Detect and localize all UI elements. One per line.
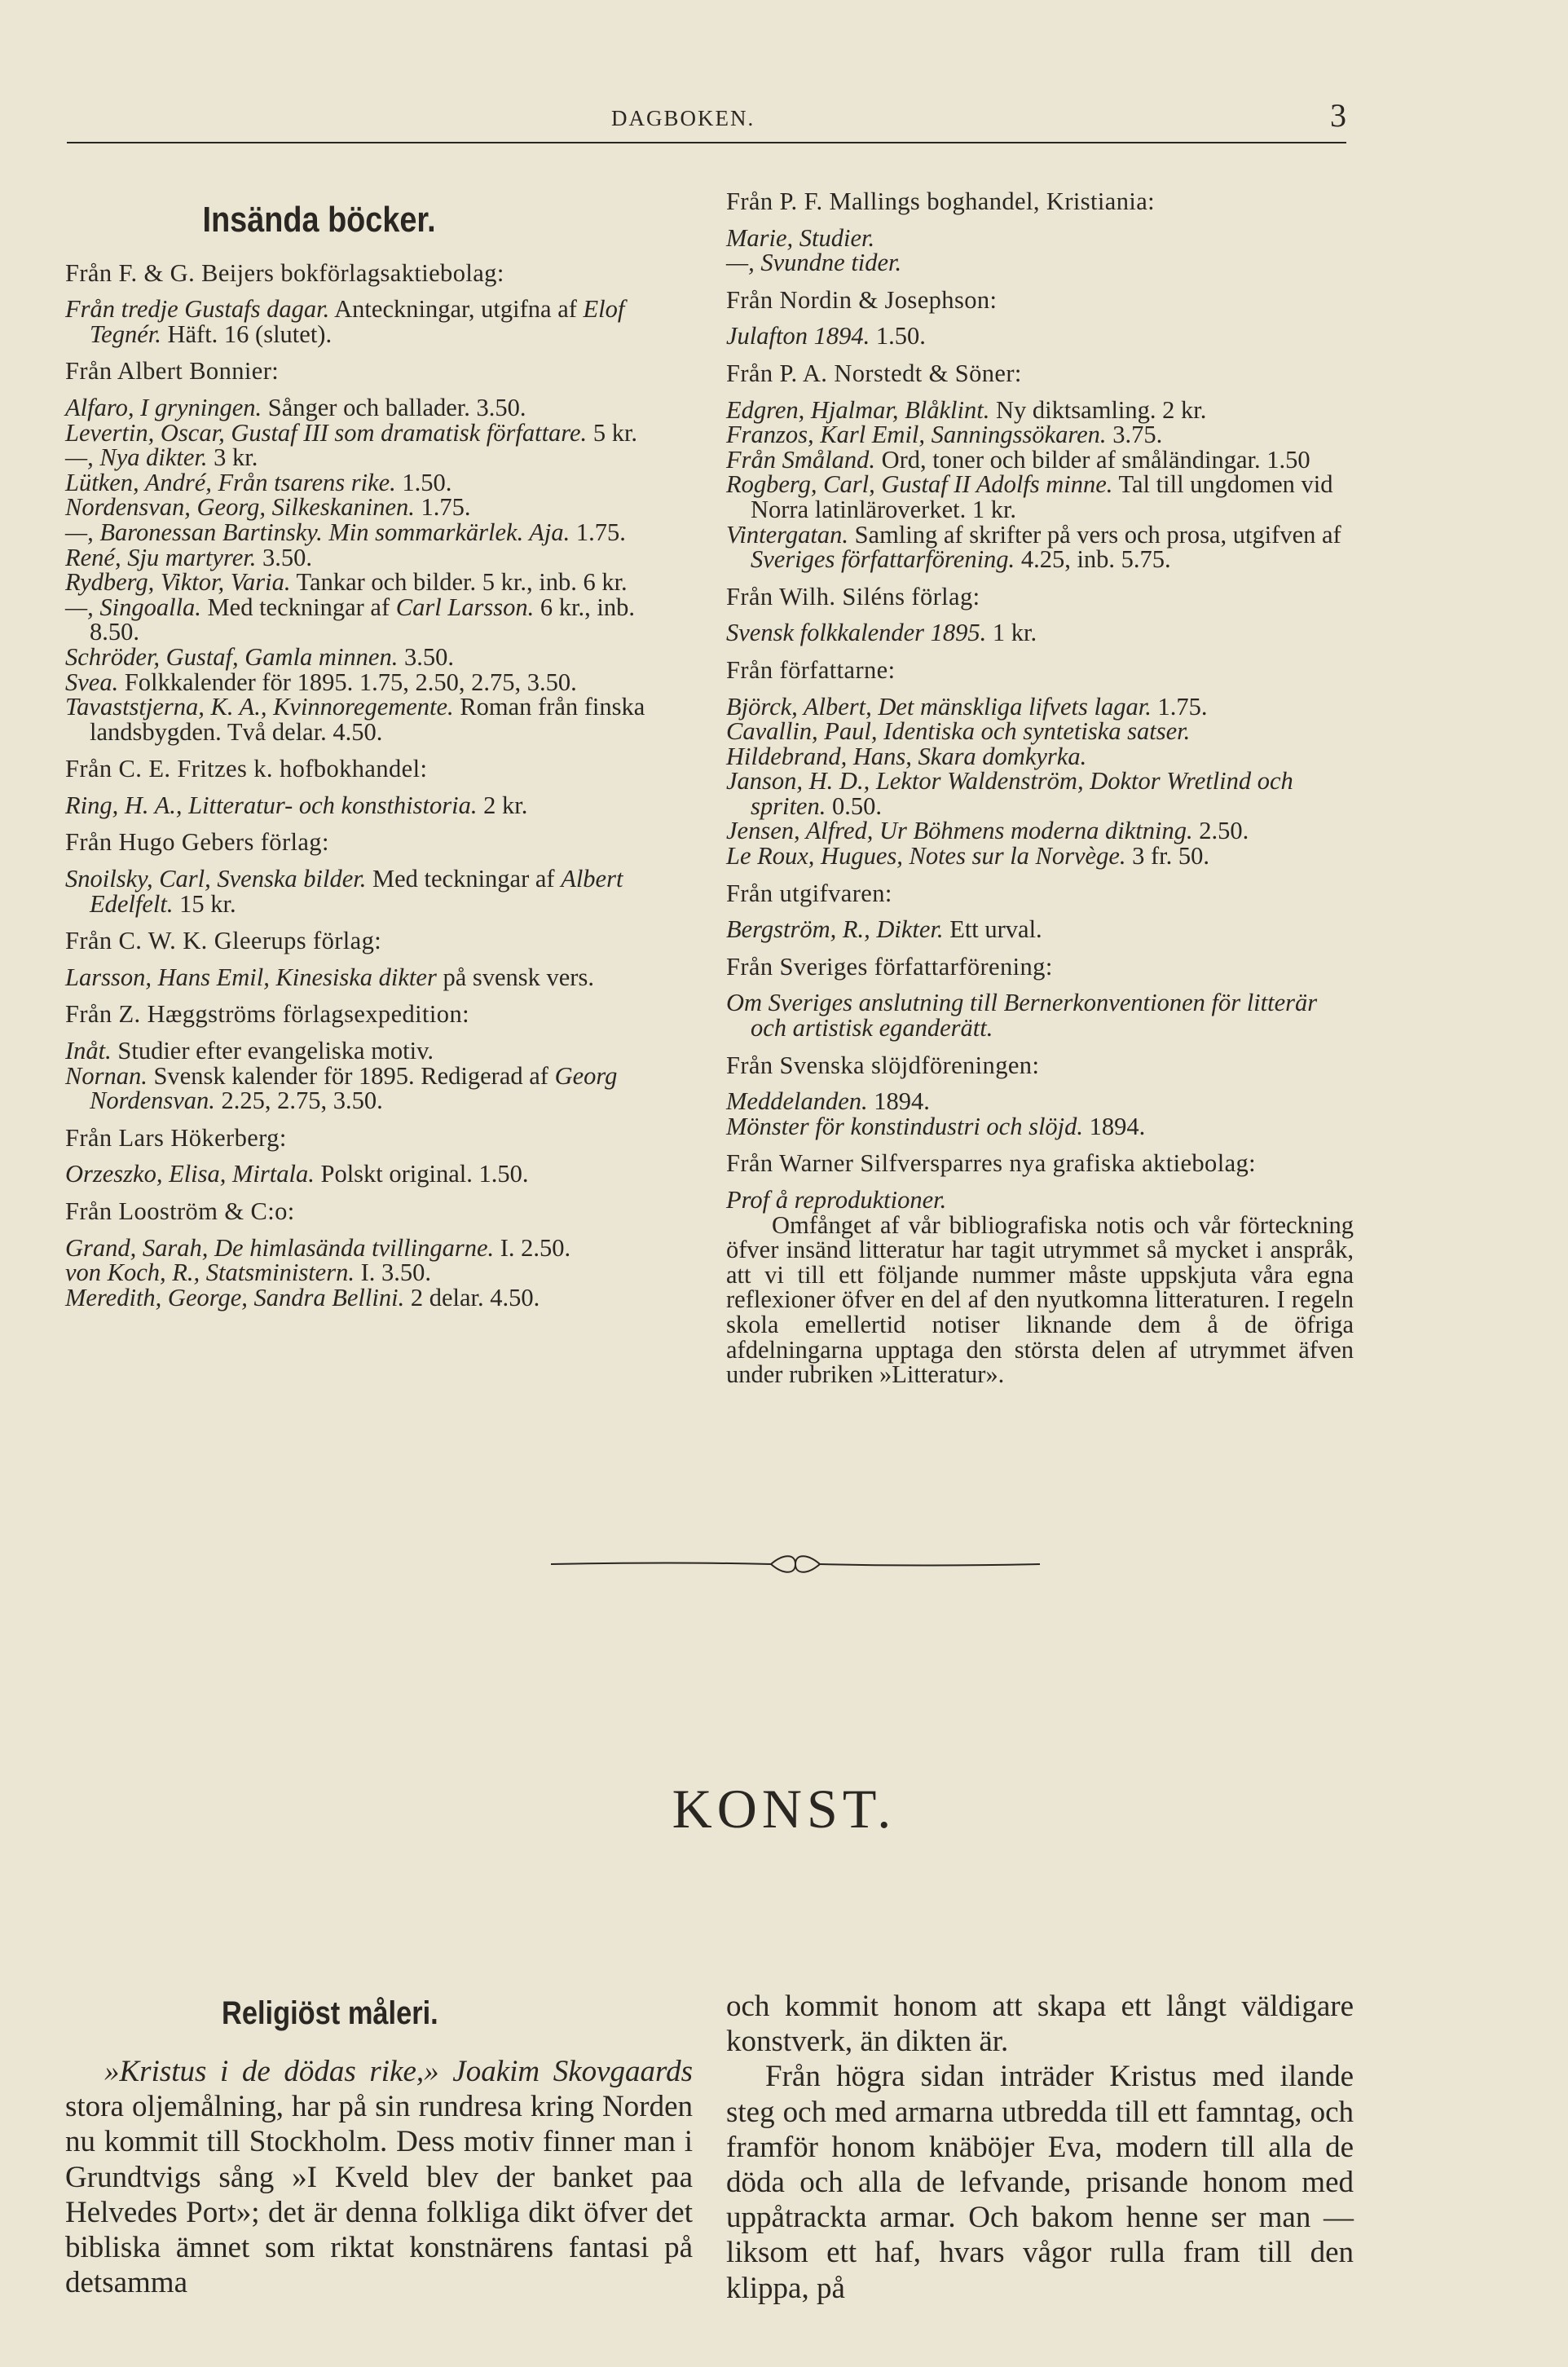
book-entry xyxy=(726,694,1354,720)
book-entry xyxy=(65,1285,689,1311)
book-title: Om Sveriges anslutning till Bernerkonventionen för litterär och artistisk eganderätt. xyxy=(726,989,1318,1042)
book-entry xyxy=(65,297,689,346)
book-title: Elof Tegnér. xyxy=(90,295,625,348)
book-title: Alfaro, I gryningen. xyxy=(65,393,262,421)
book-details: på svensk vers. xyxy=(436,963,594,991)
book-title: Lütken, André, Från tsarens rike. xyxy=(65,468,396,496)
book-title: Från tredje Gustafs dagar. xyxy=(65,295,330,324)
book-entry xyxy=(65,1038,689,1064)
publisher-source: Från F. & G. Beijers bokförlagsaktiebolag: xyxy=(65,258,504,287)
section-title-konst: KONST. xyxy=(672,1778,896,1840)
book-entry xyxy=(726,472,1354,522)
book-entry xyxy=(726,917,1354,942)
book-title: Björck, Albert, Det mänskliga lifvets lagar. xyxy=(726,692,1152,721)
book-details: 2 kr. xyxy=(477,791,528,819)
book-entry xyxy=(726,1114,1354,1139)
book-entry xyxy=(65,570,689,595)
book-entry xyxy=(65,520,689,545)
section-heading-insanda: Insända böcker. xyxy=(202,200,436,240)
book-entry xyxy=(726,990,1354,1040)
book-title: Julafton 1894. xyxy=(726,322,870,350)
book-entry xyxy=(726,818,1354,844)
ornament-divider xyxy=(551,1554,1040,1575)
book-entry xyxy=(726,620,1354,646)
book-title: Albert Edelfelt. xyxy=(90,865,623,918)
book-entry xyxy=(65,670,689,695)
book-entry xyxy=(65,595,689,645)
book-entry xyxy=(65,694,689,744)
book-entry xyxy=(65,495,689,520)
book-details: Med teckningar af xyxy=(200,593,396,621)
book-title: Bergström, R., Dikter. xyxy=(726,915,944,944)
book-title: —, Baronessan Bartinsky. Min sommarkärlek. Aja. xyxy=(65,518,570,546)
editorial-notice: Omfånget af vår bibliografiska notis och vår förteckning öfver insänd litteratur har tagit utrymmet så mycket i anspråk, att vi till ett följande nummer måste uppskjuta våra egna reflexioner öfver en del af den nyutkomna litteraturen. I regeln skola emellertid notiser liknande dem å de öfriga afdelningarna upptaga den största delen af utrymmet äfven under rubriken »Litteratur». xyxy=(726,1210,1354,1389)
article-right-column xyxy=(726,1989,1354,2306)
publisher-source: Från C. W. K. Gleerups förlag: xyxy=(65,927,382,955)
publisher-source: Från P. A. Norstedt & Söner: xyxy=(726,359,1022,387)
publisher-source: Från Lars Hökerberg: xyxy=(65,1123,287,1152)
book-title: Inåt. xyxy=(65,1037,112,1065)
article-left-column xyxy=(65,2054,693,2300)
book-entry xyxy=(726,769,1354,818)
book-title: René, Sju martyrer. xyxy=(65,543,257,571)
book-details: Folkkalender för 1895. 1.75, 2.50, 2.75, 3.50. xyxy=(118,668,577,696)
left-column xyxy=(65,200,689,1311)
book-title: Tavaststjerna, K. A., Kvinnoregemente. xyxy=(65,693,454,721)
book-entry xyxy=(65,1233,689,1262)
book-title: Marie, Studier. xyxy=(726,223,875,252)
book-title: —, Svundne tider. xyxy=(726,249,902,277)
book-entry xyxy=(65,866,689,916)
book-entry xyxy=(726,719,1354,744)
book-title: Snoilsky, Carl, Svenska bilder. xyxy=(65,865,367,893)
book-entry xyxy=(726,395,1354,424)
publisher-source: Från Hugo Gebers förlag: xyxy=(65,828,329,857)
book-title: Rydberg, Viktor, Varia. xyxy=(65,568,291,597)
book-title: Georg Nordensvan. xyxy=(90,1061,618,1115)
book-details: 3 fr. 50. xyxy=(1125,842,1210,871)
book-title: von Koch, R., Statsministern. xyxy=(65,1258,355,1287)
book-title: Nordensvan, Georg, Silkeskaninen. xyxy=(65,493,415,522)
book-details: 2 delar. 4.50. xyxy=(404,1283,540,1311)
book-title: Svensk folkkalender 1895. xyxy=(726,619,987,647)
book-details: 1.75. xyxy=(570,518,626,546)
book-details: 1.50. xyxy=(395,468,452,496)
book-details: 3.50. xyxy=(398,642,454,671)
book-title: Svea. xyxy=(65,668,119,696)
book-title: Rogberg, Carl, Gustaf II Adolfs minne. xyxy=(726,470,1113,499)
book-entry xyxy=(65,1061,689,1115)
book-entry xyxy=(726,447,1354,473)
publisher-source: Från Svenska slöjdföreningen: xyxy=(726,1051,1040,1079)
publisher-source: Från Sveriges författarförening: xyxy=(726,952,1053,981)
book-details: Roman från finska landsbygden. Två delar. 4.50. xyxy=(90,693,645,746)
book-entry xyxy=(65,395,689,421)
book-details: Studier efter evangeliska motiv. xyxy=(111,1037,434,1065)
page-number: 3 xyxy=(1330,97,1346,134)
book-title: Franzos, Karl Emil, Sanningssökaren. xyxy=(726,421,1107,449)
book-entry xyxy=(65,1161,689,1187)
book-entry xyxy=(726,1188,1354,1213)
book-details: Tal till ungdomen vid Norra latinläroverket. 1 kr. xyxy=(751,470,1333,523)
book-details: 3.50. xyxy=(256,543,312,571)
book-title: Jensen, Alfred, Ur Böhmens moderna diktning. xyxy=(726,817,1193,845)
article-text: stora oljemålning, har på sin rundresa kring Norden nu kommit till Stockholm. Dess motiv finner man i Grundtvigs sång »I Kveld blev der banket paa Helvedes Port»; det är denna folkliga dikt öfver det bibliska ämnet som riktat konstnärens fantasi på detsamma xyxy=(65,2090,693,2300)
book-details: 2.25, 2.75, 3.50. xyxy=(214,1087,383,1115)
publisher-source: Från Warner Silfversparres nya grafiska aktiebolag: xyxy=(726,1149,1257,1178)
publisher-source: Från P. F. Mallings boghandel, Kristiania: xyxy=(726,187,1156,215)
book-title: Från Småland. xyxy=(726,445,875,474)
book-title: Nornan. xyxy=(65,1061,148,1090)
book-details: 1.75. xyxy=(1151,692,1208,721)
book-details: Med teckningar af xyxy=(366,865,562,893)
book-title: Carl Larsson. xyxy=(395,593,535,621)
book-title: Sveriges författarförening. xyxy=(751,545,1015,574)
book-entry xyxy=(65,470,689,496)
book-entry xyxy=(65,793,689,818)
book-title: Grand, Sarah, De himlasända tvillingarne. xyxy=(65,1233,495,1262)
book-title: Cavallin, Paul, Identiska och syntetiska satser. xyxy=(726,717,1191,746)
page-header xyxy=(67,96,1346,143)
book-title: Mönster för konstindustri och slöjd. xyxy=(726,1112,1084,1140)
book-details: 3.75. xyxy=(1106,421,1163,449)
book-entry xyxy=(65,545,689,571)
book-entry xyxy=(65,1260,689,1285)
article-paragraph-2: och kommit honom att skapa ett långt väldigare konstverk, än dikten är. xyxy=(726,1990,1354,2059)
book-entry xyxy=(726,1089,1354,1114)
book-details: 15 kr. xyxy=(173,889,236,918)
book-entry xyxy=(65,418,689,447)
book-entry xyxy=(65,965,689,990)
book-details: 4.25, inb. 5.75. xyxy=(1015,545,1171,574)
book-details: Sånger och ballader. 3.50. xyxy=(262,393,526,421)
book-details: Svensk kalender för 1895. Redigerad af xyxy=(147,1061,555,1090)
book-details: 6 kr., inb. 8.50. xyxy=(90,593,635,646)
book-details: Ett urval. xyxy=(943,915,1042,944)
book-entry xyxy=(726,223,1354,252)
book-details: Samling af skrifter på vers och prosa, utgifven af xyxy=(848,520,1341,549)
book-details: I. 3.50. xyxy=(354,1258,432,1287)
article-heading: Religiöst måleri. xyxy=(222,1995,438,2031)
book-title: Vintergatan. xyxy=(726,520,848,549)
book-title: Meddelanden. xyxy=(726,1087,868,1116)
book-details: 3 kr. xyxy=(207,443,258,472)
right-column xyxy=(726,189,1354,1387)
book-title: Le Roux, Hugues, Notes sur la Norvège. xyxy=(726,842,1126,871)
book-details: Tankar och bilder. 5 kr., inb. 6 kr. xyxy=(290,568,628,597)
book-details: 2.50. xyxy=(1192,817,1249,845)
book-title: Levertin, Oscar, Gustaf III som dramatisk författare. xyxy=(65,418,588,447)
book-entry xyxy=(726,744,1354,769)
book-title: —, Singoalla. xyxy=(65,593,201,621)
book-details: Ny diktsamling. 2 kr. xyxy=(989,395,1207,424)
publisher-source: Från Looström & C:o: xyxy=(65,1197,295,1225)
publisher-source: Från författarne: xyxy=(726,655,896,684)
running-title: DAGBOKEN. xyxy=(611,106,755,130)
publisher-source: Från Albert Bonnier: xyxy=(65,357,280,386)
book-details: 1.75. xyxy=(414,493,471,522)
right-book-list xyxy=(726,189,1354,1213)
book-title: Larsson, Hans Emil, Kinesiska dikter xyxy=(65,963,437,991)
book-entry xyxy=(726,522,1354,572)
book-title: Orzeszko, Elisa, Mirtala. xyxy=(65,1160,315,1188)
book-title: Meredith, George, Sandra Bellini. xyxy=(65,1283,405,1311)
book-details: Häft. 16 (slutet). xyxy=(161,320,333,348)
publisher-source: Från Z. Hæggströms förlagsexpedition: xyxy=(65,1000,469,1029)
book-entry xyxy=(65,445,689,470)
book-entry xyxy=(726,250,1354,275)
book-details: Polskt original. 1.50. xyxy=(314,1160,529,1188)
book-details: 0.50. xyxy=(826,791,882,820)
book-details: 1894. xyxy=(1083,1112,1146,1140)
publisher-source: Från Wilh. Siléns förlag: xyxy=(726,582,980,610)
book-title: Edgren, Hjalmar, Blåklint. xyxy=(726,395,990,424)
book-title: Prof å reproduktioner. xyxy=(726,1186,947,1214)
book-details: 1 kr. xyxy=(986,619,1037,647)
publisher-source: Från Nordin & Josephson: xyxy=(726,285,998,314)
book-title: Hildebrand, Hans, Skara domkyrka. xyxy=(726,742,1087,770)
book-title: —, Nya dikter. xyxy=(65,443,208,472)
book-details: Anteckningar, utgifna af xyxy=(329,295,584,324)
publisher-source: Från utgifvaren: xyxy=(726,879,892,907)
book-details: I. 2.50. xyxy=(494,1233,571,1262)
book-entry xyxy=(726,324,1354,349)
article-paragraph-1 xyxy=(65,2054,693,2300)
book-title: Ring, H. A., Litteratur- och konsthistoria. xyxy=(65,791,478,819)
book-entry xyxy=(65,642,689,671)
book-entry xyxy=(726,844,1354,869)
book-details: 1.50. xyxy=(870,322,926,350)
book-title: Janson, H. D., Lektor Waldenström, Doktor Wretlind och spriten. xyxy=(726,767,1293,820)
book-details: 1894. xyxy=(867,1087,930,1116)
publisher-source: Från C. E. Fritzes k. hofbokhandel: xyxy=(65,755,428,783)
book-title: Schröder, Gustaf, Gamla minnen. xyxy=(65,642,399,671)
left-book-list xyxy=(65,258,689,1311)
article-lead-quote: »Kristus i de dödas rike,» Joakim Skovgaards xyxy=(104,2055,693,2088)
book-details: Ord, toner och bilder af småländingar. 1.50 xyxy=(875,445,1310,474)
book-details: 5 kr. xyxy=(587,418,638,447)
book-entry xyxy=(726,422,1354,447)
article-paragraph-3: Från högra sidan inträder Kristus med ilande steg och med armarna utbredda till ett famntag, och framför honom knäböjer Eva, modern till alla de döda och alla de lefvande, prisande honom med uppåtrackta armar. Och bakom henne ser man — liksom ett haf, hvars vågor rulla fram till den klippa, på xyxy=(726,2060,1354,2305)
